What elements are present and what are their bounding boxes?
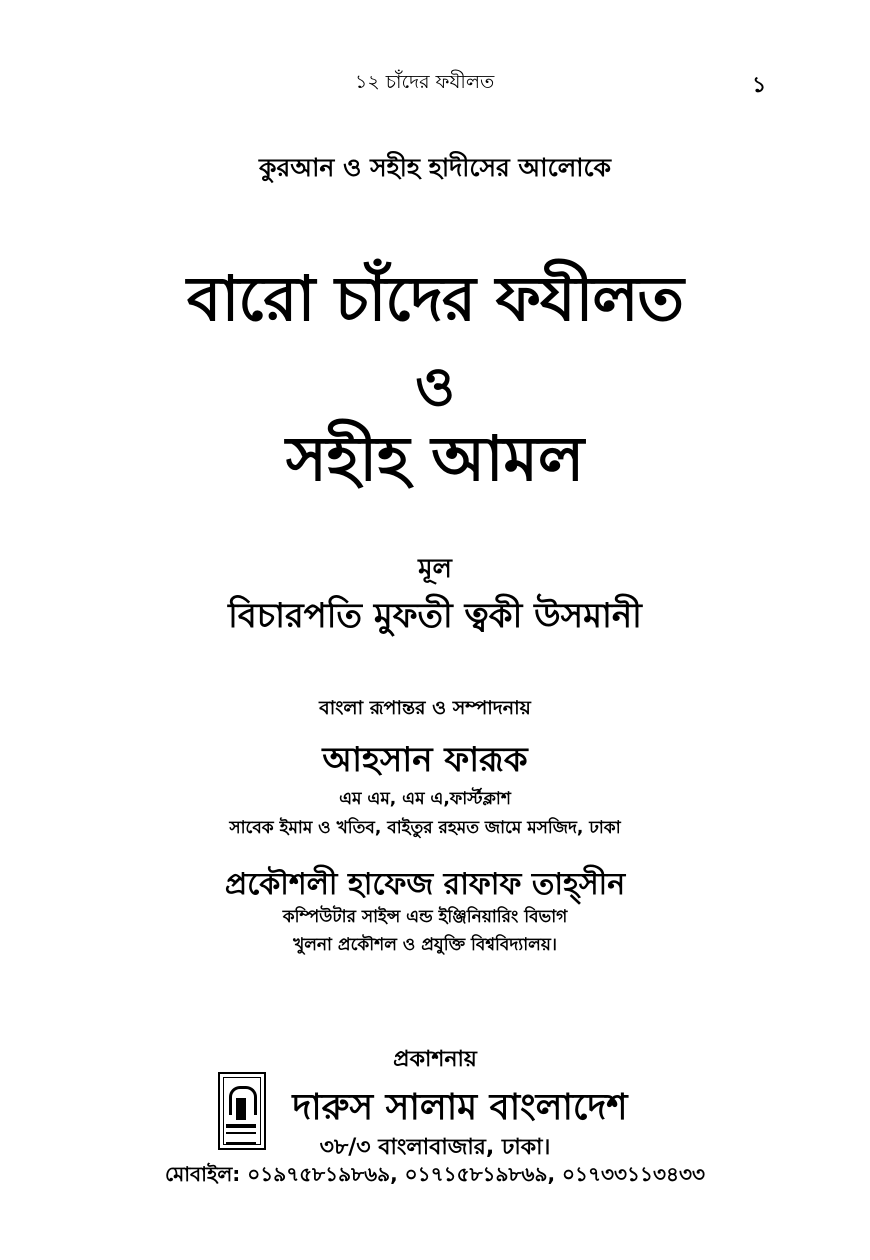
- publisher-address: ৩৮/৩ বাংলাবাজার, ঢাকা।: [319, 1135, 551, 1160]
- book-title-line-3: সহীহ আমল: [285, 422, 585, 495]
- book-title-line-2: ও: [415, 355, 455, 418]
- translator-position: সাবেক ইমাম ও খতিব, বাইতুর রহমত জামে মসজিদ, ঢাকা: [229, 818, 621, 838]
- running-title: ১২ চাঁদের ফযীলত: [355, 71, 495, 93]
- publisher-label: প্রকাশনায়: [393, 1047, 477, 1072]
- co-editor-department: কম্পিউটার সাইন্স এন্ড ইঞ্জিনিয়ারিং বিভাগ: [282, 907, 568, 927]
- original-author: বিচারপতি মুফতী ত্বকী উসমানী: [228, 596, 642, 636]
- translator-name: আহসান ফারূক: [322, 740, 528, 780]
- original-label: মূল: [418, 554, 452, 584]
- co-editor-university: খুলনা প্রকৌশল ও প্রযুক্তি বিশ্ববিদ্যালয়।: [293, 935, 557, 955]
- cover-subtitle: কুরআন ও সহীহ হাদীসের আলোকে: [258, 153, 612, 182]
- page-number: ১: [752, 73, 767, 98]
- co-editor-name: প্রকৌশলী হাফেজ রাফাফ তাহ্সীন: [224, 867, 626, 902]
- publisher-name: দারুস সালাম বাংলাদেশ: [292, 1087, 628, 1128]
- translator-degree: এম এম, এম এ,ফার্স্টক্লাশ: [339, 789, 511, 809]
- book-title-line-1: বারো চাঁদের ফযীলত: [186, 262, 684, 335]
- publisher-mobile: মোবাইল: ০১৯৭৫৮১৯৮৬৯, ০১৭১৫৮১৯৮৬৯, ০১৭৩৩১১৩৪৩৩: [165, 1162, 705, 1186]
- translation-label: বাংলা রূপান্তর ও সম্পাদনায়: [319, 697, 531, 719]
